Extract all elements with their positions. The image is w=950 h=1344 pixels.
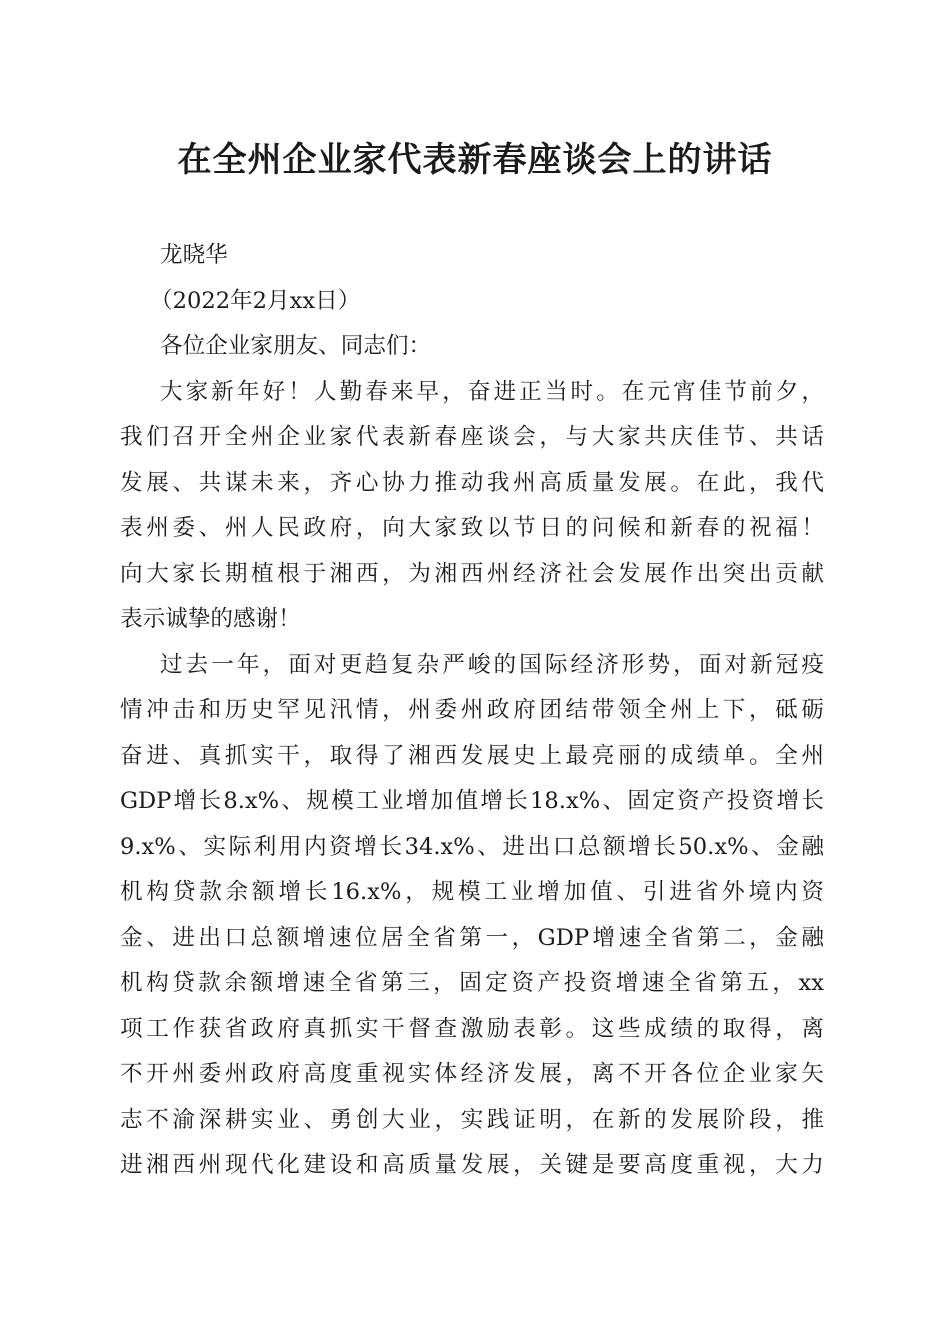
document-body	[120, 233, 824, 1189]
paragraph-1	[120, 370, 824, 643]
paragraph-line: 项工作获省政府真抓实干督查激励表彰。这些成绩的取得，离	[120, 1015, 824, 1042]
paragraph-line: 表州委、州人民政府，向大家致以节日的问候和新春的祝福！	[120, 515, 824, 541]
document-title: 在全州企业家代表新春座谈会上的讲话	[177, 140, 773, 180]
paragraph-line: 向大家长期植根于湘西，为湘西州经济社会发展作出突出贡献	[120, 560, 824, 587]
speech-date: （2022年2月xx日）	[150, 287, 361, 314]
paragraph-line: 表示诚挚的感谢！	[120, 606, 301, 632]
paragraph-line: 进湘西州现代化建设和高质量发展，关键是要高度重视，大力	[120, 1152, 824, 1178]
paragraph-2	[120, 643, 824, 1189]
paragraph-line: 机构贷款余额增长16.x%，规模工业增加值、引进省外境内资	[120, 879, 824, 905]
paragraph-line: 金、进出口总额增速位居全省第一，GDP增速全省第二，金融	[120, 924, 824, 951]
salutation: 各位企业家朋友、同志们：	[160, 333, 432, 359]
paragraph-line: 机构贷款余额增速全省第三，固定资产投资增速全省第五，xx	[120, 970, 824, 996]
paragraph-line: 过去一年，面对更趋复杂严峻的国际经济形势，面对新冠疫	[160, 651, 824, 678]
paragraph-line: 志不渝深耕实业、勇创大业，实践证明，在新的发展阶段，推	[120, 1106, 824, 1133]
paragraph-line: 发展、共谋未来，齐心协力推动我州高质量发展。在此，我代	[120, 469, 824, 496]
paragraph-line: 9.x%、实际利用内资增长34.x%、进出口总额增长50.x%、金融	[120, 833, 824, 860]
paragraph-line: 不开州委州政府高度重视实体经济发展，离不开各位企业家矢	[120, 1061, 824, 1087]
paragraph-line: GDP增长8.x%、规模工业增加值增长18.x%、固定资产投资增长	[120, 788, 824, 814]
paragraph-line: 奋进、真抓实干，取得了湘西发展史上最亮丽的成绩单。全州	[120, 742, 824, 769]
paragraph-line: 情冲击和历史罕见汛情，州委州政府团结带领全州上下，砥砺	[120, 697, 824, 723]
author-name: 龙晓华	[160, 242, 228, 268]
paragraph-line: 大家新年好！人勤春来早，奋进正当时。在元宵佳节前夕，	[160, 378, 824, 405]
paragraph-line: 我们召开全州企业家代表新春座谈会，与大家共庆佳节、共话	[120, 424, 824, 450]
